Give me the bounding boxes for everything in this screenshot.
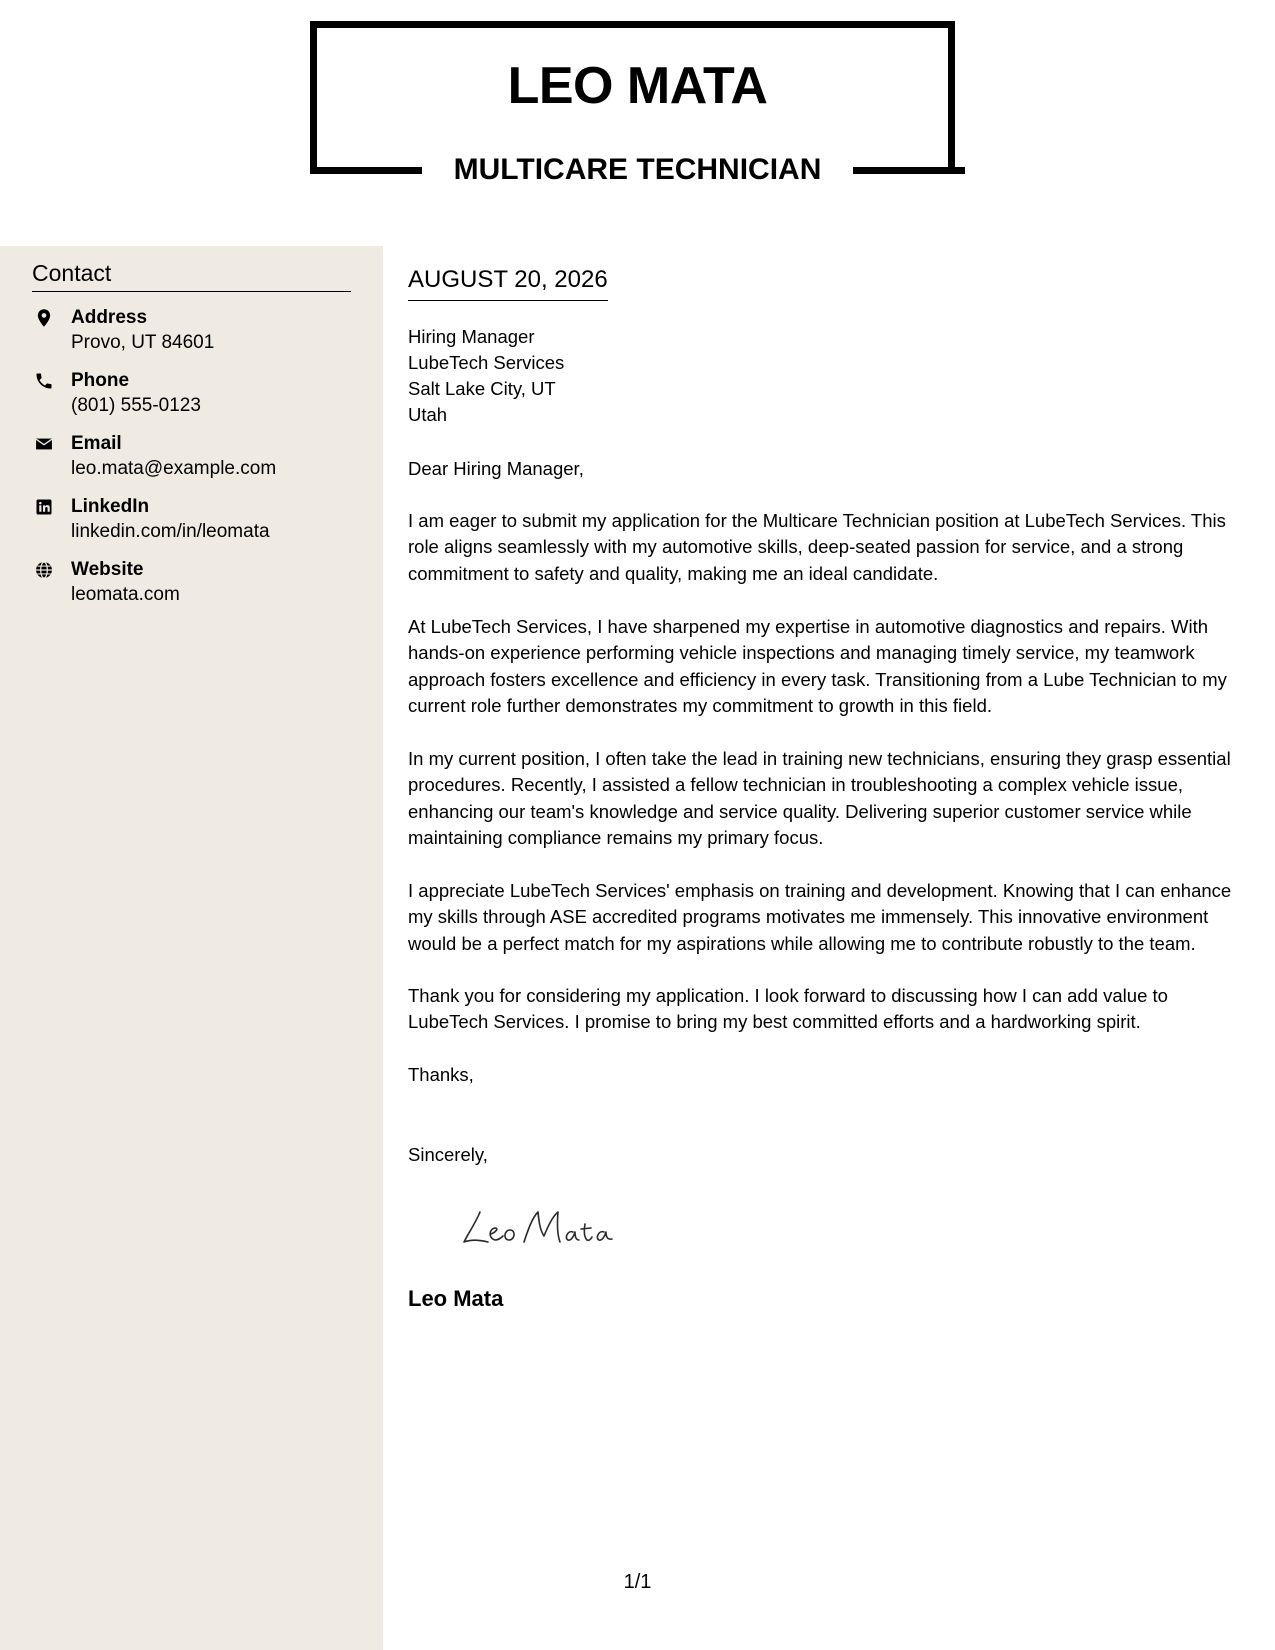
contact-label: Email: [71, 433, 122, 454]
recipient-line: LubeTech Services: [408, 352, 565, 373]
letter-date: AUGUST 20, 2026: [408, 268, 608, 301]
job-title: MULTICARE TECHNICIAN: [453, 153, 822, 186]
body-paragraph: I appreciate LubeTech Services' emphasis on training and development. Knowing that I can enhance my skills through ASE accredited programs motivates me immensely. This innovative environment would be a perfect match for my aspirations while allowing me to contribute robustly to the team.: [408, 880, 1232, 954]
linkedin-icon: [34, 497, 54, 517]
body-paragraph: In my current position, I often take the lead in training new technicians, ensuring they grasp essential procedures. Recently, I assisted a fellow technician in troubleshooting a complex vehicle issue, enhancing our team's knowledge and service quality. Delivering superior customer service while maintaining compliance remains my primary focus.: [408, 748, 1231, 849]
applicant-name: LEO MATA: [507, 57, 768, 115]
closing-line: Sincerely,: [408, 1144, 488, 1165]
contact-value: Provo, UT 84601: [71, 332, 215, 353]
sidebar: [0, 246, 383, 1650]
recipient-line: Salt Lake City, UT: [408, 378, 556, 399]
page-number: 1/1: [623, 1571, 652, 1593]
handwritten-signature: [458, 1200, 628, 1250]
contact-value: leomata.com: [71, 584, 180, 605]
globe-icon: [34, 560, 54, 580]
recipient-line: Hiring Manager: [408, 326, 535, 347]
contact-label: Address: [71, 307, 148, 328]
body-paragraph: At LubeTech Services, I have sharpened my expertise in automotive diagnostics and repairs. With hands-on experience performing vehicle inspections and managing timely service, my teamwork approach fosters excellence and efficiency in every task. Transitioning from a Lube Technician to my current role further demonstrates my commitment to growth in this field.: [408, 616, 1227, 717]
signer-name: Leo Mata: [408, 1286, 504, 1311]
contact-value: linkedin.com/in/leomata: [71, 521, 270, 542]
contact-value: (801) 555-0123: [71, 395, 201, 416]
recipient-block: [408, 324, 564, 428]
body-paragraph: Thank you for considering my application. I look forward to discussing how I can add value to LubeTech Services. I promise to bring my best committed efforts and a hardworking spirit.: [408, 985, 1168, 1033]
contact-label: Phone: [71, 370, 130, 391]
contact-heading: Contact: [32, 262, 351, 292]
contact-label: Website: [71, 559, 144, 580]
contact-label: LinkedIn: [71, 496, 150, 517]
body-paragraph: I am eager to submit my application for the Multicare Technician position at LubeTech Services. This role aligns seamlessly with my automotive skills, deep-seated passion for service, and a strong commitment to safety and quality, making me an ideal candidate.: [408, 510, 1226, 584]
thanks-line: Thanks,: [408, 1064, 474, 1085]
recipient-line: Utah: [408, 404, 448, 425]
map-pin-icon: [34, 308, 54, 328]
phone-icon: [34, 371, 54, 391]
contact-value: leo.mata@example.com: [71, 458, 277, 479]
salutation: Dear Hiring Manager,: [408, 458, 584, 479]
envelope-icon: [34, 434, 54, 454]
